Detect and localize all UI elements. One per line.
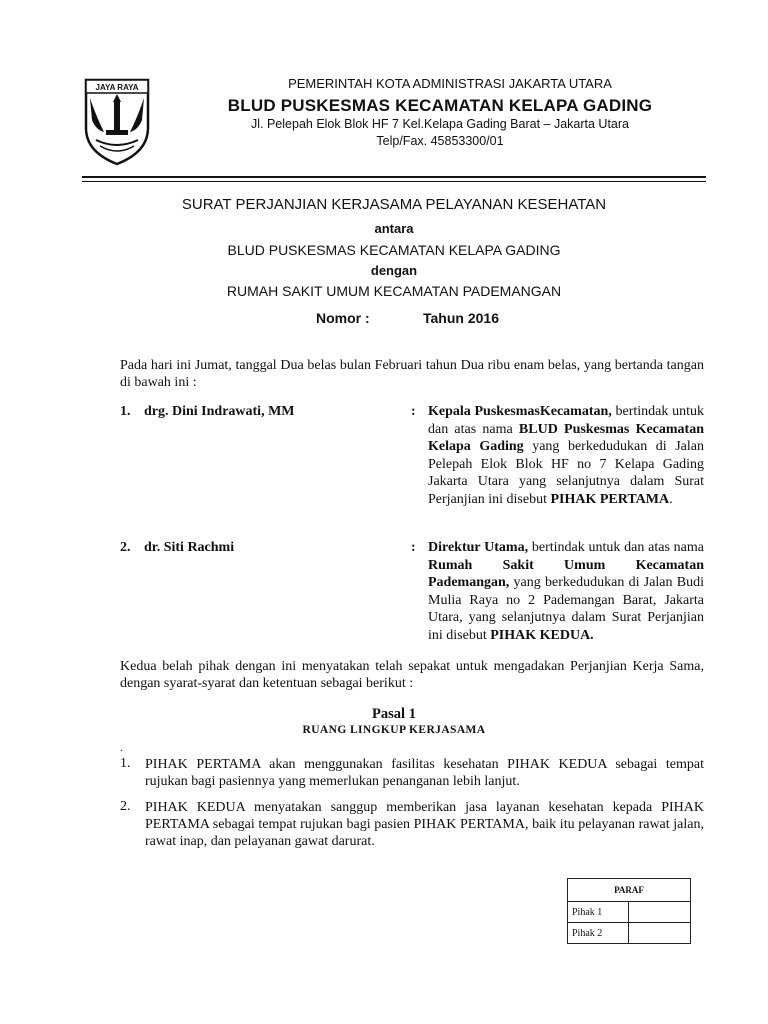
party-two-role bbox=[428, 539, 704, 645]
party-two-org: Rumah Sakit Umum Kecamatan Pademangan, bbox=[428, 557, 704, 591]
party-one-org: BLUD Puskesmas Kecamatan Kelapa Gading bbox=[428, 421, 705, 455]
party-one-role-text-a: bertindak untuk dan atas nama bbox=[428, 404, 704, 437]
party-two-role-text-a: bertindak untuk dan atas nama bbox=[528, 540, 704, 555]
article-item-text: PIHAK KEDUA menyatakan sanggup memberikan jasa layanan kesehatan kepada PIHAK PERTAMA sebagai tempat rujukan bagi pasien PIHAK PERTAMA, baik itu pelayanan rawat jalan, rawat inap, dan pelayanan gawat darurat. bbox=[145, 800, 704, 849]
paraf-signature-cell[interactable] bbox=[629, 923, 691, 944]
article-item-text: PIHAK PERTAMA akan menggunakan fasilitas kesehatan PIHAK KEDUA sebagai tempat rujukan bagi pasiennya yang memerlukan penanganan lebih lanjut. bbox=[145, 757, 704, 789]
party-one-role bbox=[428, 403, 704, 509]
party-one-role-title: Kepala PuskesmasKecamatan, bbox=[428, 404, 612, 419]
document-title: SURAT PERJANJIAN KERJASAMA PELAYANAN KESEHATAN bbox=[181, 196, 607, 213]
party-two-number: 2. bbox=[120, 540, 131, 555]
article-item-number: 1. bbox=[120, 756, 131, 771]
article-item-number: 2. bbox=[120, 799, 131, 814]
party-two-role-text-b: yang berkedudukan di Jalan Budi Mulia Raya no 2 Pademangan Barat, Jakarta Utara, yang selanjutnya dalam Surat Perjanjian ini disebut bbox=[428, 575, 704, 643]
article-subtitle: RUANG LINGKUP KERJASAMA bbox=[302, 724, 486, 736]
party-two-colon: : bbox=[411, 540, 416, 555]
letterhead-rule-thin bbox=[82, 181, 706, 182]
document-number-label: Nomor : bbox=[316, 310, 370, 326]
party-two-alias: PIHAK KEDUA. bbox=[490, 627, 594, 643]
paraf-header: PARAF bbox=[568, 879, 691, 902]
stray-dot: . bbox=[120, 740, 123, 754]
institution-name: BLUD PUSKESMAS KECAMATAN KELAPA GADING bbox=[227, 96, 653, 115]
party-one-end: . bbox=[669, 491, 673, 507]
letterhead-rule-thick bbox=[82, 176, 706, 178]
institution-phone: Telp/Fax. 45853300/01 bbox=[376, 134, 504, 148]
article-title: Pasal 1 bbox=[372, 706, 416, 722]
title-dengan: dengan bbox=[370, 263, 418, 278]
party-one-number: 1. bbox=[120, 404, 131, 419]
svg-text:JAYA RAYA: JAYA RAYA bbox=[95, 83, 139, 92]
jaya-raya-logo bbox=[82, 76, 152, 166]
paraf-row-label: Pihak 1 bbox=[568, 902, 629, 923]
paraf-row-label: Pihak 2 bbox=[568, 923, 629, 944]
agreement-statement: Kedua belah pihak dengan ini menyatakan telah sepakat untuk mengadakan Perjanjian Kerja Sama, dengan syarat-syarat dan ketentuan sebagai berikut : bbox=[120, 659, 704, 691]
intro-paragraph: Pada hari ini Jumat, tanggal Dua belas bulan Februari tahun Dua ribu enam belas, yang bertanda tangan di bawah ini : bbox=[120, 358, 704, 390]
party-one-alias: PIHAK PERTAMA bbox=[550, 491, 670, 507]
title-antara: antara bbox=[374, 221, 414, 236]
party-one-role-text-b: yang berkedudukan di Jalan Pelepah Elok Blok HF no 7 Kelapa Gading Jakarta Utara yang selanjutnya dalam Surat Perjanjian ini disebut bbox=[428, 439, 704, 507]
title-party-two: RUMAH SAKIT UMUM KECAMATAN PADEMANGAN bbox=[226, 283, 562, 299]
party-one-name: drg. Dini Indrawati, MM bbox=[144, 404, 295, 419]
paraf-signature-cell[interactable] bbox=[629, 902, 691, 923]
party-one-colon: : bbox=[411, 404, 416, 419]
government-name: PEMERINTAH KOTA ADMINISTRASI JAKARTA UTARA bbox=[288, 76, 612, 91]
party-two-role-title: Direktur Utama, bbox=[428, 540, 529, 555]
institution-address: Jl. Pelepah Elok Blok HF 7 Kel.Kelapa Gading Barat – Jakarta Utara bbox=[251, 117, 629, 131]
paraf-table bbox=[567, 878, 691, 944]
party-two-name: dr. Siti Rachmi bbox=[144, 540, 235, 555]
document-year: Tahun 2016 bbox=[423, 310, 499, 326]
title-party-one: BLUD PUSKESMAS KECAMATAN KELAPA GADING bbox=[227, 242, 561, 258]
